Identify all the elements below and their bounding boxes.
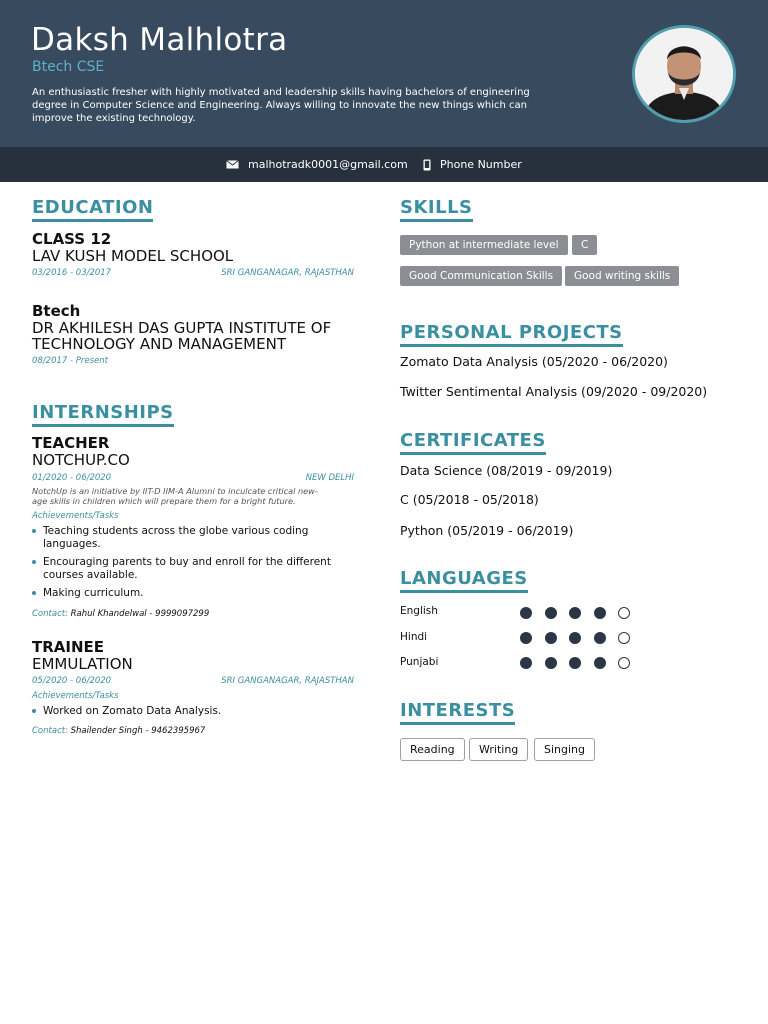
task-line: courses available. [43, 569, 138, 581]
internship-1-title: TEACHER [32, 434, 110, 452]
resume-header [0, 0, 768, 147]
certificates-heading: CERTIFICATES [400, 431, 546, 455]
certificate-item: Python (05/2019 - 06/2019) [400, 523, 574, 538]
contact-separator: - [149, 609, 153, 619]
education-1-dates: 03/2016 - 03/2017 [32, 268, 112, 278]
internship-2-reference [32, 726, 205, 736]
education-1-location: SRI GANGANAGAR, RAJASTHAN [221, 268, 354, 278]
internship-2-location: SRI GANGANAGAR, RAJASTHAN [221, 676, 354, 686]
level-dot-filled [545, 632, 557, 644]
email-contact[interactable] [226, 147, 408, 182]
internship-1-task-3 [32, 587, 144, 600]
level-dot-filled [545, 607, 557, 619]
contact-name: Shailender Singh [70, 726, 143, 736]
language-name: English [400, 605, 438, 617]
interest-tag: Reading [400, 738, 465, 761]
internship-1-reference [32, 609, 209, 619]
email-text: malhotradk0001@gmail.com [248, 158, 408, 171]
language-name: Hindi [400, 631, 428, 643]
internship-2-task-1 [32, 705, 221, 718]
internship-2-company: EMMULATION [32, 655, 133, 673]
education-2-school-line2: TECHNOLOGY AND MANAGEMENT [32, 335, 286, 353]
language-level-english [520, 607, 643, 619]
internships-heading: INTERNSHIPS [32, 403, 174, 427]
language-level-hindi [520, 632, 643, 644]
task-line: Making curriculum. [43, 587, 144, 599]
skill-tag: Python at intermediate level [400, 235, 568, 255]
language-name: Punjabi [400, 656, 439, 668]
contact-separator: - [145, 726, 149, 736]
internship-1-company: NOTCHUP.CO [32, 451, 130, 469]
profile-summary: An enthusiastic fresher with highly motivated and leadership skills having bachelors of engineering degree in Computer Science and Engineering. Always willing to innovate the new things which can improve the existing technology. [32, 87, 530, 124]
level-dot-filled [545, 657, 557, 669]
project-item: Twitter Sentimental Analysis (09/2020 - 09/2020) [400, 384, 708, 399]
certificate-item: Data Science (08/2019 - 09/2019) [400, 463, 613, 478]
level-dot-filled [569, 657, 581, 669]
level-dot-filled [569, 607, 581, 619]
phone-contact[interactable] [423, 147, 522, 182]
contact-phone: 9462395967 [151, 726, 206, 736]
level-dot-empty [618, 657, 630, 669]
interest-tag: Singing [534, 738, 595, 761]
profile-photo [632, 25, 736, 123]
task-line: Teaching students across the globe various coding [43, 525, 309, 537]
level-dot-filled [569, 632, 581, 644]
language-level-punjabi [520, 657, 643, 669]
level-dot-empty [618, 607, 630, 619]
mobile-phone-icon [423, 159, 431, 171]
internship-2-achievements-label: Achievements/Tasks [32, 691, 119, 701]
projects-heading: PERSONAL PROJECTS [400, 323, 623, 347]
task-line: Encouraging parents to buy and enroll for the different [43, 556, 331, 568]
candidate-name: Daksh Malhlotra [31, 22, 288, 58]
phone-text: Phone Number [440, 158, 522, 171]
skill-tag: C [572, 235, 597, 255]
internship-1-task-2 [32, 556, 331, 582]
internship-2-dates: 05/2020 - 06/2020 [32, 676, 112, 686]
level-dot-filled [594, 607, 606, 619]
certificate-item: C (05/2018 - 05/2018) [400, 492, 539, 507]
skill-tag: Good writing skills [565, 266, 679, 286]
internship-1-achievements-label: Achievements/Tasks [32, 511, 119, 521]
internship-1-description-line1: NotchUp is an initiative by IIT-D IIM-A Alumni to inculcate critical new- [32, 486, 318, 496]
level-dot-filled [520, 632, 532, 644]
education-heading: EDUCATION [32, 198, 153, 222]
project-item: Zomato Data Analysis (05/2020 - 06/2020) [400, 354, 668, 369]
envelope-icon [226, 160, 239, 169]
interests-heading: INTERESTS [400, 701, 515, 725]
person-photo-icon [635, 28, 733, 120]
education-2-degree: Btech [32, 302, 81, 320]
internship-1-location: NEW DELHI [305, 473, 354, 483]
internship-2-title: TRAINEE [32, 638, 105, 656]
contact-bar [0, 147, 768, 182]
education-1-school: LAV KUSH MODEL SCHOOL [32, 247, 234, 265]
skill-tag: Good Communication Skills [400, 266, 562, 286]
candidate-role: Btech CSE [32, 59, 105, 75]
skills-heading: SKILLS [400, 198, 473, 222]
contact-label: Contact: [32, 726, 68, 736]
education-1-degree: CLASS 12 [32, 230, 112, 248]
languages-heading: LANGUAGES [400, 569, 528, 593]
internship-1-task-1 [32, 525, 308, 551]
interest-tag: Writing [469, 738, 528, 761]
task-line: languages. [43, 538, 101, 550]
task-line: Worked on Zomato Data Analysis. [43, 705, 222, 717]
level-dot-filled [594, 657, 606, 669]
level-dot-filled [520, 607, 532, 619]
contact-label: Contact: [32, 609, 68, 619]
education-2-school-line1: DR AKHILESH DAS GUPTA INSTITUTE OF [32, 319, 332, 337]
level-dot-empty [618, 632, 630, 644]
contact-name: Rahul Khandelwal [70, 609, 147, 619]
level-dot-filled [520, 657, 532, 669]
internship-1-description-line2: age skills in children which will prepare them for a bright future. [32, 496, 296, 506]
contact-phone: 9999097299 [155, 609, 210, 619]
level-dot-filled [594, 632, 606, 644]
education-2-dates: 08/2017 - Present [32, 356, 109, 366]
internship-1-dates: 01/2020 - 06/2020 [32, 473, 112, 483]
